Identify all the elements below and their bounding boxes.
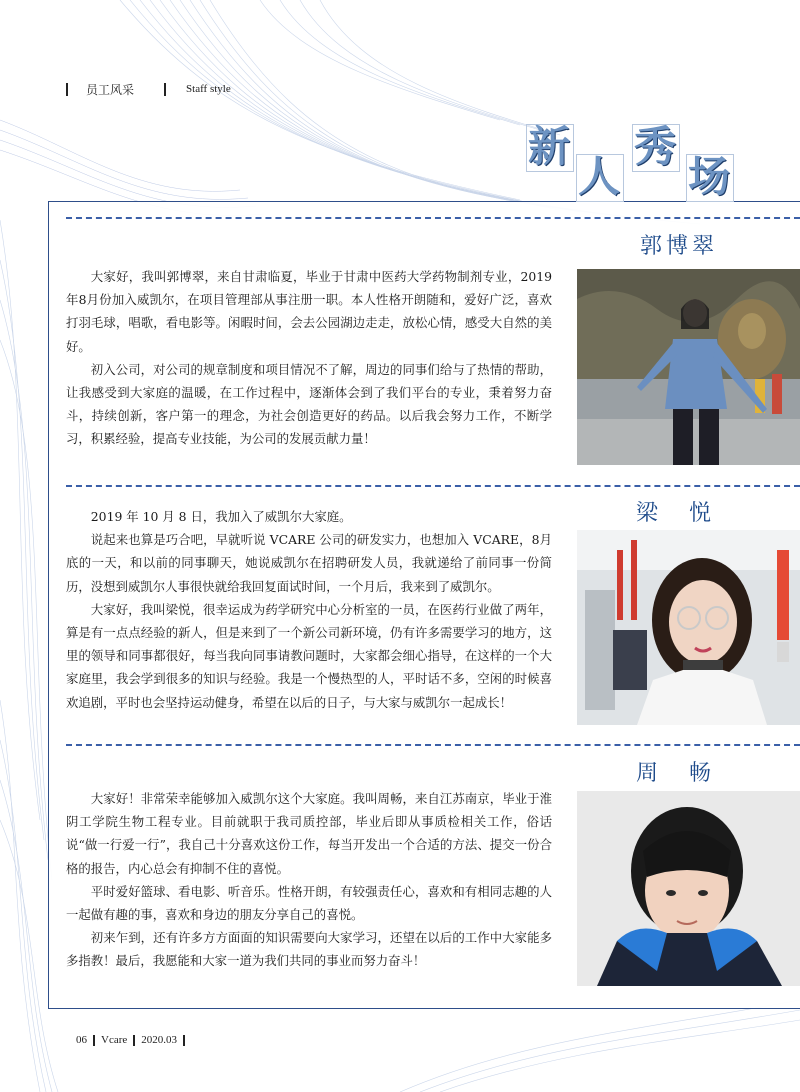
profile-bio (66, 787, 552, 973)
footer-divider (133, 1035, 135, 1046)
portrait-image (577, 530, 800, 725)
portrait-image (577, 269, 800, 465)
footer-divider (93, 1035, 95, 1046)
page-number: 06 (76, 1034, 87, 1046)
bio-paragraph: 初入公司，对公司的规章制度和项目情况不了解，周边的同事们给与了热情的帮助，让我感受到大家庭的温暖，在工作过程中，逐渐体会到了我们平台的专业，秉着努力奋斗，持续创新，客户第一的理念，为社会创造更好的药品。以后我会努力工作，不断学习，积累经验，提高专业技能，为公司的发展贡献力量！ (66, 361, 552, 447)
header-divider (66, 83, 68, 96)
profile-name: 郭博翠 (640, 234, 719, 259)
title-char: 秀 (634, 122, 677, 171)
bio-paragraph: 大家好，我叫郭博翠，来自甘肃临夏，毕业于甘肃中医药大学药物制剂专业，2019年8月份加入威凯尔，在项目管理部从事注册一职。本人性格开朗随和，爱好广泛，喜欢打羽毛球，唱歌，看电影等。闲暇时间，会去公园湖边走走，放松心情，感受大自然的美好。 (66, 269, 552, 354)
title-char: 场 (688, 152, 731, 201)
profile-bio (66, 505, 552, 714)
bio-paragraph: 2019 年 10 月 8 日，我加入了威凯尔大家庭。 (90, 509, 352, 524)
profile-name: 梁 悦 (636, 501, 723, 526)
profile-bio (66, 265, 552, 451)
section-subtitle: Staff style (186, 83, 231, 95)
title-char: 新 (528, 122, 571, 171)
bio-paragraph: 平时爱好篮球、看电影、听音乐。性格开朗，有较强责任心，喜欢和有相同志趣的人一起做有趣的事，喜欢和身边的朋友分享自己的喜悦。 (66, 883, 552, 923)
magazine-name: Vcare (101, 1034, 128, 1046)
title-char: 人 (578, 152, 621, 201)
page-footer (76, 1034, 191, 1046)
profile-photo (577, 530, 800, 725)
bio-paragraph: 初来乍到，还有许多方方面面的知识需要向大家学习，还望在以后的工作中大家能多多指教！最后，我愿能和大家一道为我们共同的事业而努力奋斗！ (66, 930, 552, 969)
section-title: 员工风采 (86, 82, 135, 97)
section-divider (66, 744, 800, 746)
bio-paragraph: 大家好，我叫梁悦，很幸运成为药学研究中心分析室的一员，在医药行业做了两年，算是有一点点经验的新人，但是来到了一个新公司新环境，仍有许多需要学习的地方，这里的领导和同事都很好，每当我向同事请教问题时，大家都会细心指导，在这样的一个大家庭里，我会学到很多的知识与经验。我是一个慢热型的人，平时话不多，空闲的时候喜欢追剧，平时也会坚持运动健身，希望在以后的日子，与大家与威凯尔一起成长！ (66, 601, 552, 710)
section-divider (66, 485, 800, 487)
footer-divider (183, 1035, 185, 1046)
section-divider (66, 217, 800, 219)
bio-paragraph: 大家好！非常荣幸能够加入威凯尔这个大家庭。我叫周畅，来自江苏南京，毕业于淮阴工学院生物工程专业。目前就职于我司质控部，毕业后即从事质检相关工作，俗话说“做一行爱一行”，我自己十分喜欢这份工作，每当开发出一个合适的方法、提交一份合格的报告，内心总会有抑制不住的喜悦。 (66, 791, 552, 876)
portrait-image (577, 791, 800, 986)
bio-paragraph: 说起来也算是巧合吧，早就听说 VCARE 公司的研发实力，也想加入 VCARE，8月底的一天，和以前的同事聊天，她说威凯尔在招聘研发人员，我就递给了前同事一份简历，没想到威凯尔人事很快就给我回复面试时间，一个月后，我来到了威凯尔。 (66, 532, 552, 594)
profile-name: 周 畅 (636, 761, 723, 786)
profile-photo (577, 791, 800, 986)
feature-title (520, 118, 760, 208)
profile-photo (577, 269, 800, 465)
header-divider (164, 83, 166, 96)
page-header (66, 80, 231, 98)
issue-number: 2020.03 (141, 1034, 178, 1046)
